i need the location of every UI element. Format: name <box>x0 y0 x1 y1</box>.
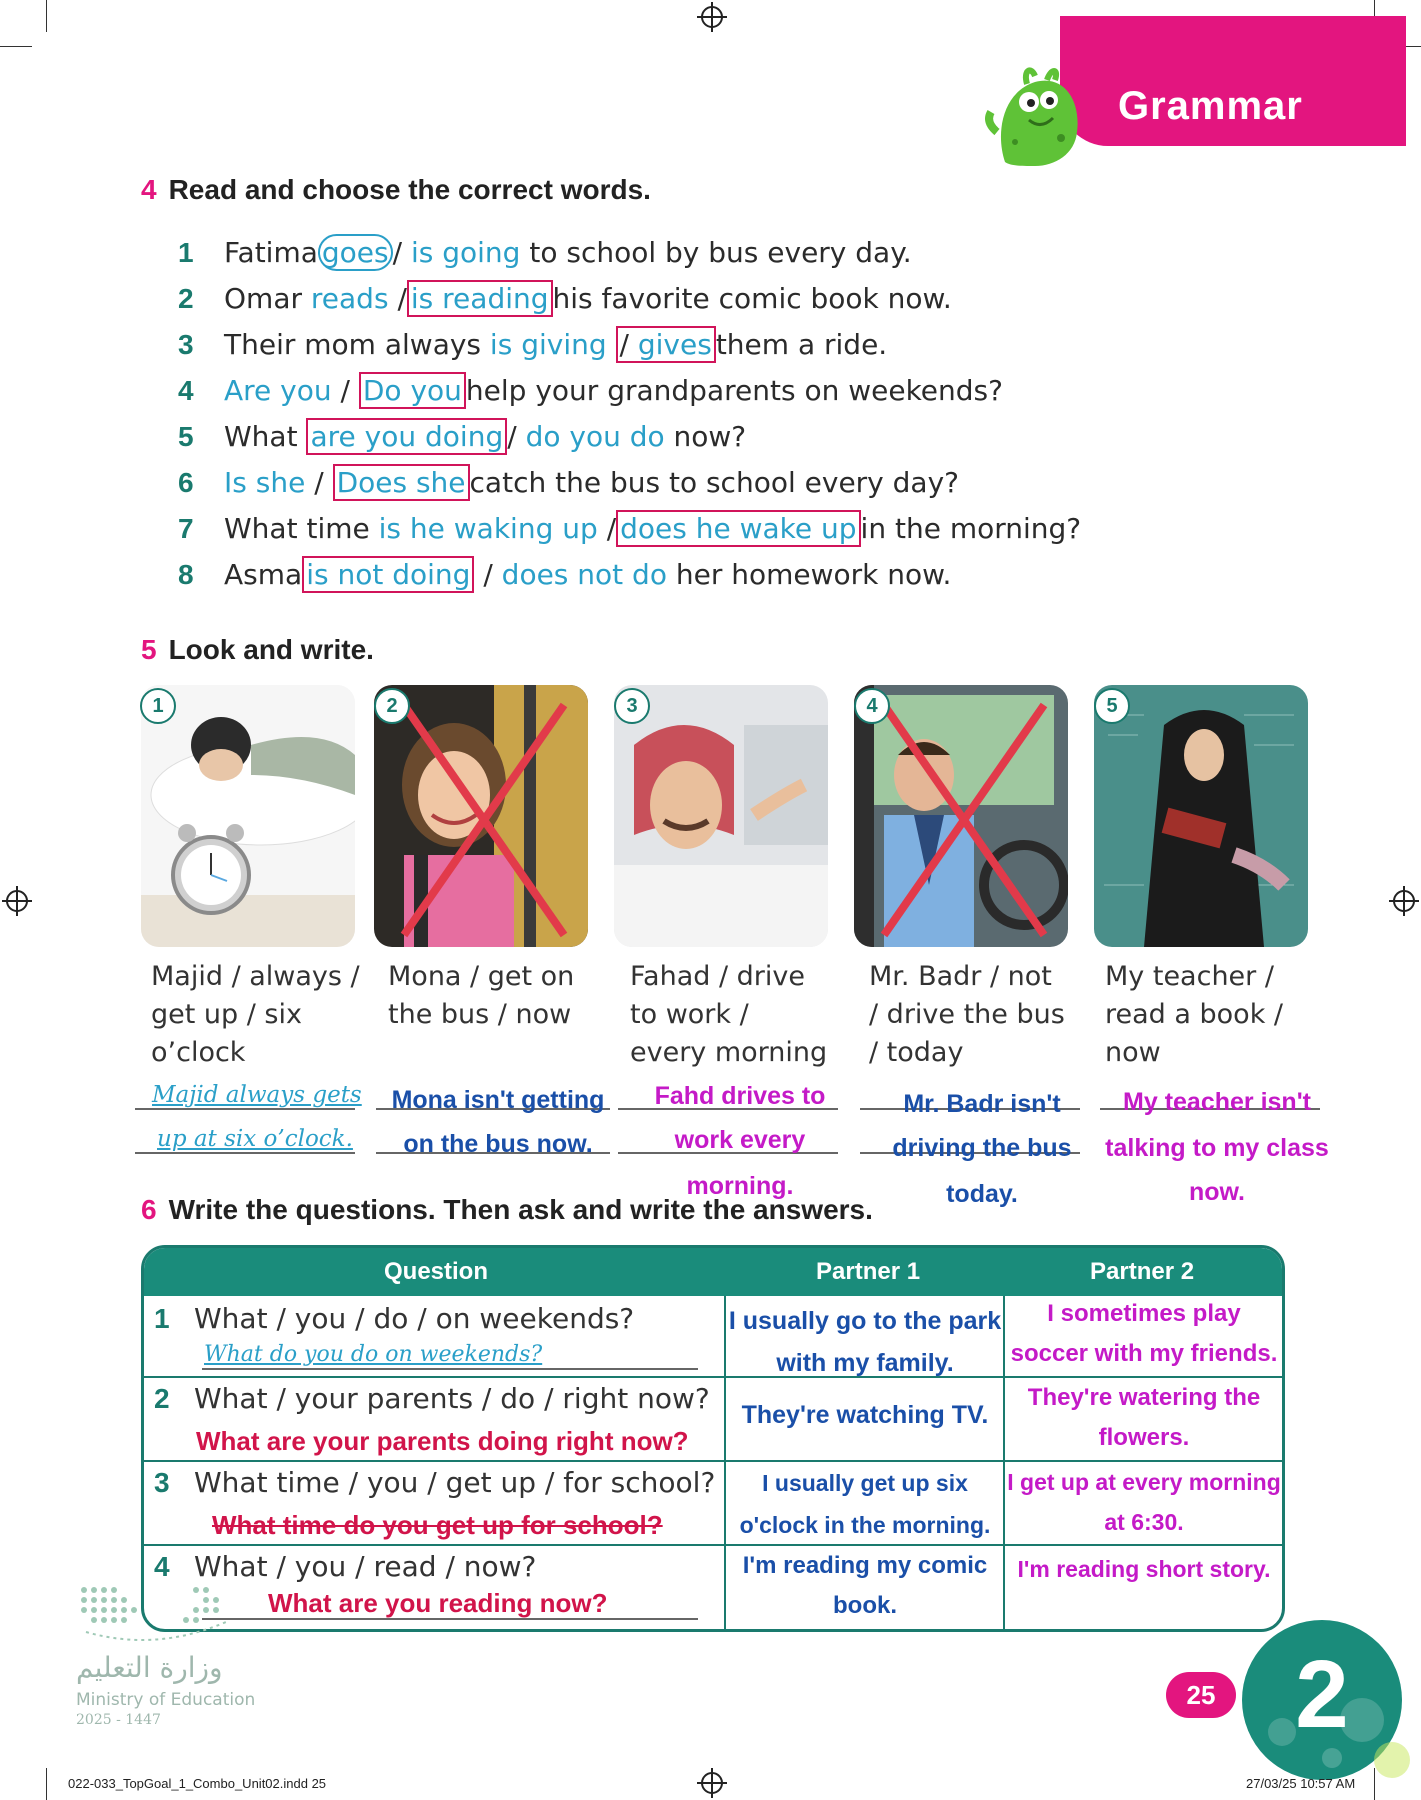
exercise-4-item <box>178 466 959 510</box>
written-answer[interactable]: up at six o’clock. <box>157 1126 353 1152</box>
item-text: to school by bus every day. <box>529 236 912 269</box>
item-number: 6 <box>178 467 194 498</box>
item-number: 3 <box>178 329 194 360</box>
ministry-year: 2025 - 1447 <box>76 1712 161 1728</box>
row-number: 3 <box>154 1467 170 1498</box>
ministry-name-arabic: وزارة التعليم <box>76 1651 223 1684</box>
exercise-6-heading <box>141 1194 873 1226</box>
page-number: 25 <box>1166 1672 1236 1718</box>
registration-mark-icon <box>1393 890 1415 912</box>
crop-mark <box>46 1768 47 1800</box>
written-answer[interactable]: work every <box>674 1126 806 1154</box>
partner-2-answer[interactable]: I sometimes play soccer with my friends. <box>1010 1300 1278 1367</box>
written-question[interactable]: What are you reading now? <box>268 1588 608 1618</box>
item-text: his favorite comic book now. <box>552 282 952 315</box>
table-divider <box>1003 1296 1005 1629</box>
photo-girl-bus <box>374 685 588 947</box>
prompt-text: What time / you / get up / for school? <box>194 1466 716 1499</box>
written-question[interactable]: What are your parents doing right now? <box>196 1426 689 1456</box>
row-number: 2 <box>154 1383 170 1414</box>
photo-man-driving <box>614 685 828 947</box>
option-choice[interactable]: goes <box>318 234 393 271</box>
exercise-instruction: Read and choose the correct words. <box>168 174 651 205</box>
option-separator: / <box>314 466 324 499</box>
table-row-prompt <box>154 1466 715 1499</box>
partner-2-answer[interactable]: I'm reading short story. <box>1017 1556 1271 1582</box>
exercise-number: 6 <box>141 1194 157 1225</box>
written-answer[interactable]: morning. <box>686 1172 794 1200</box>
picture-number-badge: 1 <box>140 688 176 724</box>
registration-mark-icon <box>701 6 723 28</box>
exercise-number: 5 <box>141 634 157 665</box>
written-answer[interactable]: driving the bus <box>892 1134 1072 1162</box>
table-row-prompt <box>154 1382 710 1415</box>
written-answer[interactable]: today. <box>946 1180 1018 1208</box>
monster-mascot-icon <box>985 62 1089 172</box>
registration-mark-icon <box>6 890 28 912</box>
option-choice[interactable]: Is she <box>224 466 306 499</box>
exercise-4-item <box>178 558 951 602</box>
option-choice[interactable]: is not doing <box>302 556 474 593</box>
prompt-text: What / you / read / now? <box>194 1550 537 1583</box>
option-separator: / <box>397 282 407 315</box>
picture-number-badge: 5 <box>1094 688 1130 724</box>
option-choice[interactable]: do you do <box>525 420 665 453</box>
photo-bus-driver <box>854 685 1068 947</box>
partner-1-answer[interactable]: They're watching TV. <box>741 1401 989 1429</box>
item-number: 4 <box>178 375 194 406</box>
partner-1-answer[interactable]: I usually go to the park with my family. <box>728 1307 1002 1377</box>
item-text: What time <box>224 512 370 545</box>
picture-number-badge: 3 <box>614 688 650 724</box>
option-choice[interactable]: are you doing <box>306 418 507 455</box>
picture-number-badge: 4 <box>854 688 890 724</box>
option-separator: / <box>507 420 517 453</box>
exercise-4-item <box>178 512 1081 556</box>
partner-2-answer[interactable]: I get up at every morning at 6:30. <box>1007 1469 1281 1535</box>
exercise-4-item <box>178 328 887 372</box>
unit-number: 2 <box>1295 1641 1349 1748</box>
option-choice[interactable]: Does she <box>333 464 470 501</box>
answer-line <box>202 1368 698 1370</box>
prompt-text: What / you / do / on weekends? <box>194 1302 635 1335</box>
item-number: 1 <box>178 237 194 268</box>
item-text: What <box>224 420 298 453</box>
written-answer[interactable]: talking to my class <box>1105 1134 1329 1162</box>
table-divider <box>144 1544 1282 1546</box>
exercise-4-item <box>178 420 746 464</box>
item-text: help your grandparents on weekends? <box>465 374 1003 407</box>
crop-mark <box>0 46 32 47</box>
crop-mark <box>46 0 47 32</box>
written-answer[interactable]: Majid always gets <box>152 1082 362 1108</box>
item-text: them a ride. <box>715 328 888 361</box>
written-answer[interactable]: on the bus now. <box>403 1130 593 1158</box>
written-answer[interactable]: now. <box>1188 1178 1245 1206</box>
option-choice[interactable]: is giving <box>489 328 607 361</box>
option-separator: / <box>606 512 617 545</box>
option-choice[interactable]: is reading <box>407 280 553 317</box>
option-choice[interactable]: does not do <box>501 558 667 591</box>
item-text: catch the bus to school every day? <box>469 466 960 499</box>
exercise-instruction: Look and write. <box>168 634 374 665</box>
option-separator: / <box>392 236 403 269</box>
item-number: 5 <box>178 421 194 452</box>
option-separator: / <box>340 374 350 407</box>
answer-line <box>135 1108 355 1110</box>
row-number: 1 <box>154 1303 170 1334</box>
ministry-logo-icon <box>76 1582 246 1646</box>
written-answer[interactable]: Mona isn't getting <box>391 1086 605 1114</box>
item-text: Omar <box>224 282 302 315</box>
picture-prompt: Fahad / drive to work / every morning <box>630 961 828 1068</box>
partner-2-answer[interactable]: They're watering the flowers. <box>1027 1384 1261 1451</box>
exercise-4-item <box>178 282 952 326</box>
option-choice[interactable]: is he waking up <box>378 512 598 545</box>
item-text: in the morning? <box>860 512 1082 545</box>
registration-mark-icon <box>701 1772 723 1794</box>
written-answer[interactable]: Fahd drives to <box>654 1082 826 1110</box>
written-answer[interactable]: My teacher isn't <box>1123 1088 1311 1116</box>
questions-table <box>141 1245 1285 1632</box>
option-choice[interactable]: reads <box>310 282 389 315</box>
picture-number-badge: 2 <box>374 688 410 724</box>
picture-prompt: Mr. Badr / not / drive the bus / today <box>869 961 1065 1068</box>
photo-boy-alarm-clock <box>141 685 355 947</box>
column-header: Partner 2 <box>1090 1258 1195 1285</box>
file-info: 022-033_TopGoal_1_Combo_Unit02.indd 25 <box>68 1776 327 1791</box>
exercise-number: 4 <box>141 174 157 205</box>
partner-1-answer[interactable]: I'm reading my comic book. <box>742 1552 988 1619</box>
exercise-5-heading <box>141 634 374 666</box>
written-question[interactable]: What time do you get up for school? <box>212 1510 663 1540</box>
written-question[interactable]: What do you do on weekends? <box>204 1342 543 1367</box>
option-separator: / <box>483 558 493 591</box>
item-number: 8 <box>178 559 194 590</box>
table-row-prompt <box>154 1550 536 1583</box>
option-choice[interactable]: does he wake up <box>616 510 860 547</box>
table-row-prompt <box>154 1302 634 1335</box>
exercise-instruction: Write the questions. Then ask and write the answers. <box>168 1194 873 1225</box>
item-text: Their mom always <box>224 328 482 361</box>
option-choice[interactable]: is going <box>410 236 521 269</box>
item-text: Asma <box>224 558 303 591</box>
picture-prompt: Majid / always / get up / six o’clock <box>151 961 360 1068</box>
partner-1-answer[interactable]: I usually get up six o'clock in the morning. <box>739 1470 991 1538</box>
exercise-4-item <box>178 236 912 280</box>
option-choice[interactable]: gives <box>637 328 712 361</box>
prompt-text: What / your parents / do / right now? <box>194 1382 710 1415</box>
answer-line <box>202 1618 698 1620</box>
print-timestamp: 27/03/25 10:57 AM <box>1246 1776 1356 1791</box>
written-answer[interactable]: Mr. Badr isn't <box>903 1090 1061 1118</box>
photo-teacher-reading <box>1094 685 1308 947</box>
option-separator: / <box>619 328 629 361</box>
option-choice[interactable]: Do you <box>359 372 466 409</box>
column-header: Partner 1 <box>816 1258 921 1285</box>
answer-line <box>135 1152 355 1154</box>
section-title: Grammar <box>1118 84 1303 128</box>
picture-prompt: Mona / get on the bus / now <box>388 961 575 1030</box>
item-number: 2 <box>178 283 194 314</box>
item-text: now? <box>673 420 747 453</box>
exercise-4-heading <box>141 174 651 206</box>
column-header: Question <box>384 1258 489 1285</box>
exercise-4-item <box>178 374 1003 418</box>
table-divider <box>724 1296 726 1629</box>
item-number: 7 <box>178 513 194 544</box>
row-number: 4 <box>154 1551 170 1582</box>
item-text: Fatima <box>224 236 318 269</box>
picture-prompt: My teacher / read a book / now <box>1105 961 1284 1068</box>
item-text: her homework now. <box>675 558 952 591</box>
ministry-name-english: Ministry of Education <box>76 1690 256 1710</box>
option-choice[interactable]: Are you <box>224 374 332 407</box>
